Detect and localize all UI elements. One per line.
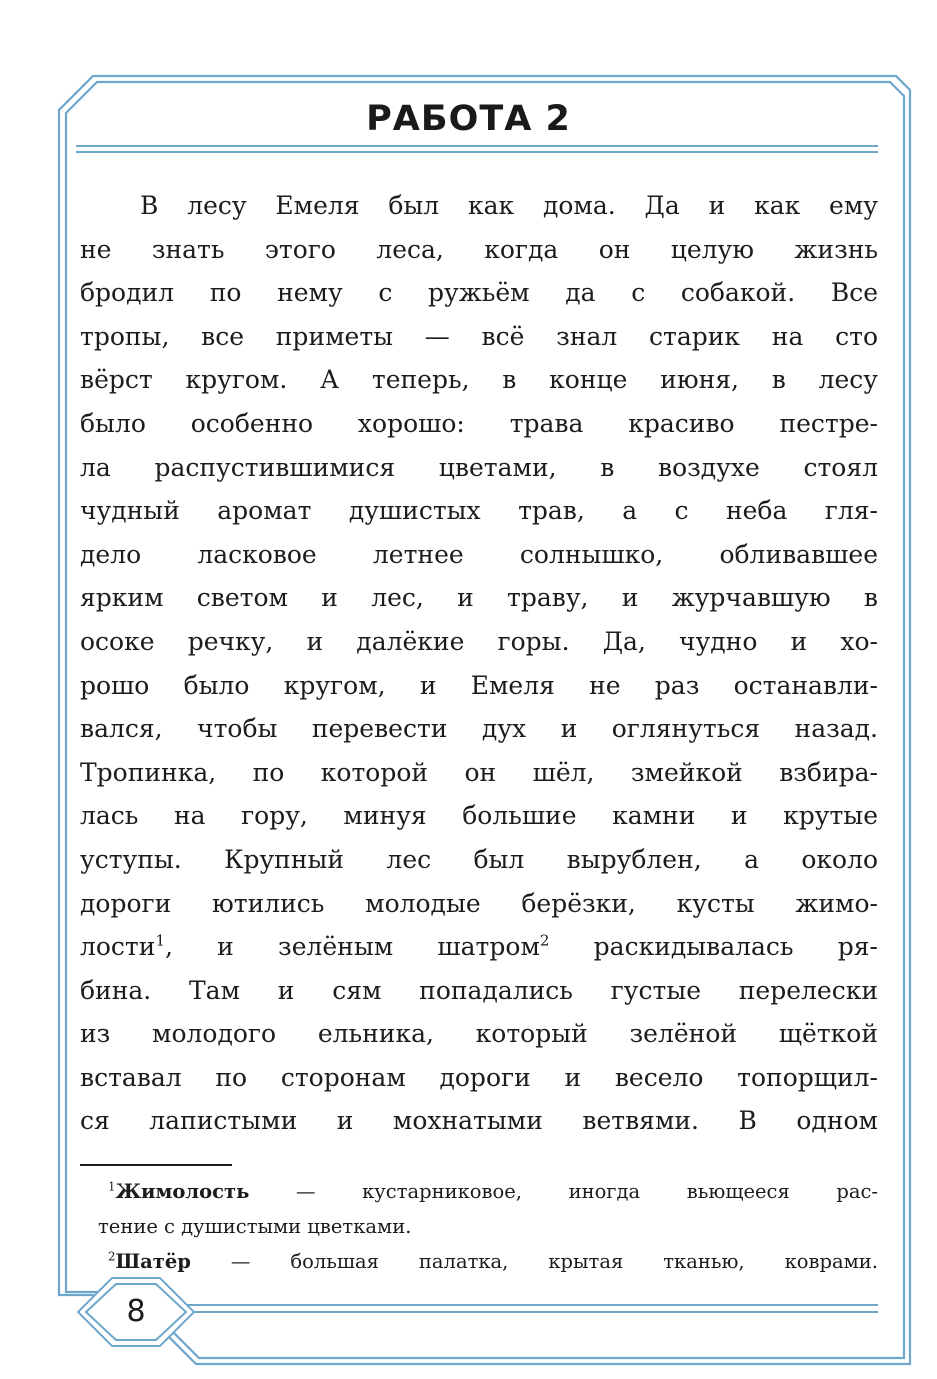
text-line: вёрст кругом. А теперь, в конце июня, в лесу — [80, 365, 878, 395]
text-line: дороги ютились молодые берёзки, кусты жимо- — [80, 888, 878, 918]
main-text — [80, 184, 878, 1143]
text-line: ла распустившимися цветами, в воздухе стоял — [80, 452, 878, 482]
footnote-ref-2: 2 — [539, 931, 550, 950]
text-line: тропы, все приметы — всё знал старик на сто — [80, 321, 878, 351]
text-line: из молодого ельника, который зелёной щёткой — [80, 1019, 878, 1049]
footnote-2 — [108, 1244, 878, 1279]
text-line: было особенно хорошо: трава красиво пестре- — [80, 408, 878, 438]
footnote-definition: — кустарниковое, иногда вьющееся рас- — [249, 1180, 878, 1203]
text-line: лась на гору, минуя большие камни и крутые — [80, 801, 878, 831]
text-line: бродил по нему с ружьём да с собакой. Все — [80, 278, 878, 308]
footnote-mark: 2 — [108, 1249, 116, 1264]
footnote-separator — [80, 1164, 232, 1166]
text-line: вставал по сторонам дороги и весело топорщил- — [80, 1062, 878, 1092]
page-title: РАБОТА 2 — [366, 99, 571, 139]
footnote-mark: 1 — [108, 1179, 116, 1194]
text-line: чудный аромат душистых трав, а с неба гля- — [80, 496, 878, 526]
text-fragment: , и зелёным шатром — [164, 932, 540, 962]
text-line: бина. Там и сям попадались густые перелески — [80, 975, 878, 1005]
text-fragment: лости — [80, 932, 156, 962]
text-line: дело ласковое летнее солнышко, обливавшее — [80, 539, 878, 569]
footnotes — [98, 1174, 878, 1279]
text-line: уступы. Крупный лес был вырублен, а около — [80, 844, 878, 874]
footnote-definition: — большая палатка, крытая тканью, коврами. — [190, 1250, 878, 1273]
text-line: рошо было кругом, и Емеля не раз останавли- — [80, 670, 878, 700]
page-number: 8 — [126, 1294, 146, 1329]
text-line: Тропинка, по которой он шёл, змейкой взбира- — [80, 757, 878, 787]
footnote-term: Жимолость — [115, 1180, 250, 1203]
footnote-term: Шатёр — [115, 1250, 191, 1273]
text-line: В лесу Емеля был как дома. Да и как ему — [140, 191, 878, 220]
text-line: ярким светом и лес, и траву, и журчавшую в — [80, 583, 878, 613]
text-line-with-footnote-refs — [80, 925, 878, 969]
text-line: осоке речку, и далёкие горы. Да, чудно и хо- — [80, 626, 878, 656]
text-line: не знать этого леса, когда он целую жизнь — [80, 234, 878, 264]
footnote-1 — [108, 1174, 878, 1209]
footnote-ref-1: 1 — [155, 931, 165, 950]
text-line: ся лапистыми и мохнатыми ветвями. В одном — [80, 1106, 878, 1136]
footnote-1-continuation: тение с душистыми цветками. — [98, 1215, 412, 1238]
text-fragment: раскидывалась ря- — [549, 932, 878, 962]
text-line: вался, чтобы перевести дух и оглянуться назад. — [80, 714, 878, 744]
